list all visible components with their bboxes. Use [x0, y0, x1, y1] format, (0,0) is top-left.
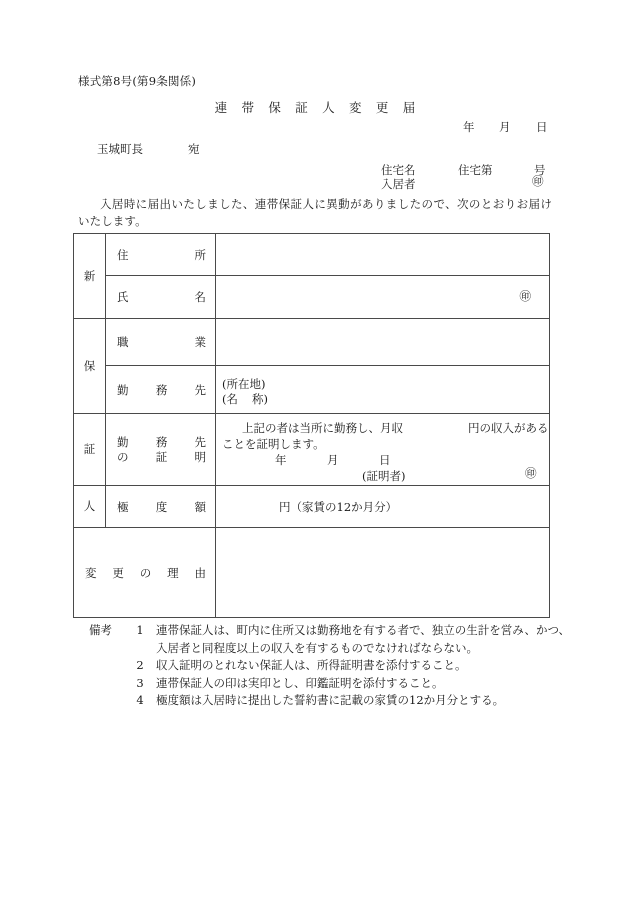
label-reason-char5: 由 — [194, 565, 206, 580]
label-address-char2: 所 — [194, 247, 206, 262]
addressee-to: 宛 — [188, 142, 200, 156]
limit-amount-text: 円（家賃の12か月分） — [279, 499, 398, 514]
cert-certifier-label: (証明者) — [362, 468, 406, 483]
label-cert-r1c2: 務 — [155, 434, 168, 449]
note-item — [73, 657, 563, 675]
label-name-char1: 氏 — [117, 290, 129, 304]
side-label-4: 人 — [74, 486, 106, 528]
table-row-address — [74, 234, 550, 276]
addressee-name: 玉城町長 — [97, 142, 143, 156]
table-row-limit-amount — [74, 486, 550, 528]
document-title: 連 帯 保 証 人 変 更 届 — [214, 100, 421, 115]
house-name-label: 住宅名 — [381, 163, 416, 177]
label-workplace — [106, 366, 216, 414]
label-address-char1: 住 — [117, 247, 129, 262]
cert-text-second: ことを証明します。 — [222, 436, 325, 451]
label-reason-char4: 理 — [167, 565, 179, 580]
label-cert-r2c2: 証 — [155, 449, 168, 464]
value-workplace[interactable] — [216, 366, 550, 414]
note-text-continuation: 入居者と同程度以上の収入を有するものでなければならない。 — [156, 640, 478, 655]
notes-section — [73, 622, 570, 710]
notes-label: 備考 — [89, 623, 112, 637]
label-workplace-char1: 勤 — [117, 382, 129, 397]
workplace-name-label-a: (名 — [222, 392, 238, 406]
label-limit-char1: 極 — [117, 499, 129, 514]
note-text: 収入証明のとれない保証人は、所得証明書を添付すること。 — [156, 658, 467, 672]
label-occupation-char1: 職 — [117, 335, 129, 349]
label-reason — [74, 528, 216, 618]
date-year-label: 年 — [463, 120, 475, 134]
side-label-3: 証 — [74, 414, 106, 486]
label-workplace-char3: 先 — [194, 382, 206, 397]
value-limit-amount[interactable] — [216, 486, 550, 528]
table-row-name — [74, 276, 550, 319]
intro-paragraph: 入居時に届出いたしました、連帯保証人に異動がありましたので、次のとおりお届けいたします。 — [78, 197, 552, 228]
value-occupation[interactable] — [216, 319, 550, 366]
value-work-certificate[interactable] — [216, 414, 550, 486]
form-number: 様式第8号(第9条関係) — [78, 74, 197, 88]
value-address[interactable] — [216, 234, 550, 276]
cert-date-year: 年 — [275, 452, 287, 467]
table-row-work-certificate — [74, 414, 550, 486]
note-number: 2 — [136, 658, 144, 672]
note-text: 連帯保証人の印は実印とし、印鑑証明を添付すること。 — [156, 675, 444, 690]
table-row-reason — [74, 528, 550, 618]
side-label-2: 保 — [74, 319, 106, 414]
house-unit-label: 号 — [534, 163, 546, 177]
seal-icon: ㊞ — [532, 174, 544, 188]
workplace-name-label-b: 称) — [252, 392, 268, 406]
note-number: 3 — [136, 675, 144, 690]
label-occupation — [106, 319, 216, 366]
label-limit-char2: 度 — [155, 499, 168, 514]
note-number: 4 — [136, 693, 144, 707]
note-item — [73, 675, 563, 693]
label-address — [106, 234, 216, 276]
label-occupation-char2: 業 — [194, 335, 206, 349]
label-cert-r2c1: の — [117, 449, 129, 464]
table-row-workplace — [74, 366, 550, 414]
label-reason-char1: 変 — [85, 565, 97, 580]
note-item — [73, 622, 570, 657]
cert-text-yen: 円の収入がある — [468, 420, 549, 435]
cert-date-month: 月 — [327, 452, 339, 467]
label-work-certificate — [106, 414, 216, 486]
label-workplace-char2: 務 — [155, 382, 168, 397]
side-label-1: 新 — [74, 234, 106, 319]
label-cert-r2c3: 明 — [194, 449, 206, 464]
date-month-label: 月 — [499, 120, 511, 134]
label-limit-char3: 額 — [194, 499, 206, 514]
house-number-label: 住宅第 — [458, 163, 493, 177]
cert-text-main: 上記の者は当所に勤務し、月収 — [242, 420, 403, 435]
table-row-occupation — [74, 319, 550, 366]
value-name[interactable] — [216, 276, 550, 319]
note-text: 連帯保証人は、町内に住所又は勤務地を有する者で、独立の生計を営み、かつ、 — [156, 623, 570, 637]
date-day-label: 日 — [536, 120, 548, 134]
note-item — [73, 692, 563, 710]
tenant-label: 入居者 — [381, 177, 416, 191]
seal-icon: ㊞ — [519, 289, 531, 304]
label-reason-char2: 更 — [112, 565, 124, 580]
label-name — [106, 276, 216, 319]
value-reason[interactable] — [216, 528, 550, 618]
seal-icon: ㊞ — [525, 465, 537, 480]
label-name-char2: 名 — [194, 290, 206, 304]
cert-date-day: 日 — [379, 452, 391, 467]
label-cert-r1c1: 勤 — [117, 434, 129, 449]
workplace-location-label: (所在地) — [222, 377, 266, 391]
note-number: 1 — [136, 623, 144, 637]
label-reason-char3: の — [139, 565, 152, 580]
guarantor-table — [73, 233, 550, 618]
label-cert-r1c3: 先 — [194, 434, 206, 449]
label-limit-amount — [106, 486, 216, 528]
addressee — [97, 141, 200, 157]
note-text: 極度額は入居時に提出した誓約書に記載の家賃の12か月分とする。 — [156, 693, 505, 707]
